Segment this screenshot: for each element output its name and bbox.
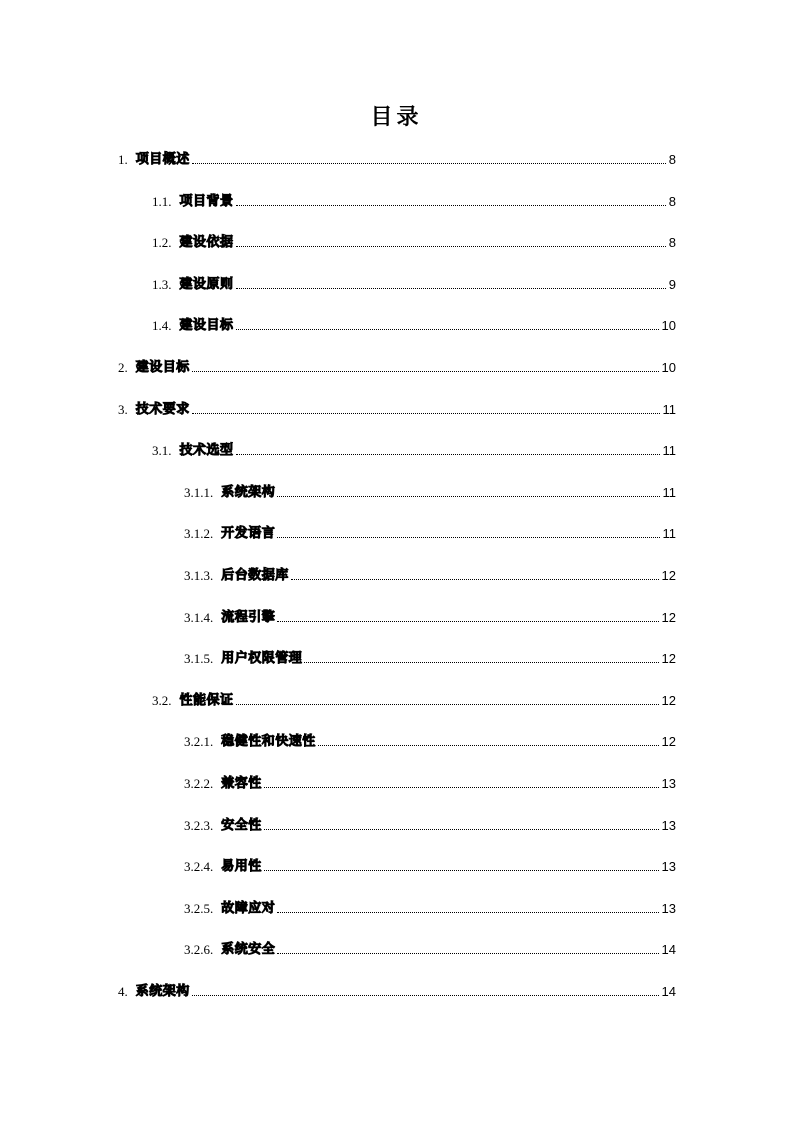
toc-entry-title: 后台数据库 (221, 568, 289, 583)
toc-entry[interactable] (152, 687, 676, 709)
toc-entry-number: 1. (118, 152, 128, 167)
toc-entry-title: 系统架构 (135, 984, 190, 999)
dot-leader (192, 163, 666, 164)
toc-entry-page-number: 13 (661, 776, 676, 791)
toc-entry[interactable] (118, 146, 676, 168)
dot-leader (291, 579, 659, 580)
toc-entry-title: 项目背景 (179, 193, 234, 209)
toc-entry-page-number: 10 (661, 318, 676, 334)
dot-leader (264, 870, 659, 871)
toc-entry-title: 技术要求 (135, 401, 190, 417)
toc-entry[interactable] (152, 437, 676, 459)
toc-entry[interactable] (184, 936, 676, 958)
toc-entry-page-number: 11 (662, 401, 676, 417)
dot-leader (277, 621, 658, 622)
toc-entry[interactable] (118, 396, 676, 418)
toc-entry-page-number: 12 (661, 692, 676, 708)
toc-entry-number: 2. (118, 360, 128, 375)
toc-entry-page-number: 13 (661, 900, 676, 916)
toc-entry-number: 3.2.3. (184, 817, 214, 833)
toc-entry[interactable] (184, 562, 676, 584)
dot-leader (192, 995, 659, 996)
toc-entry[interactable] (184, 895, 676, 917)
toc-entry-number: 1.3. (152, 276, 172, 292)
toc-entry-title: 建设依据 (179, 235, 234, 251)
toc-entry-number: 3.1. (152, 443, 172, 459)
toc-entry-page-number: 10 (661, 360, 676, 375)
dot-leader (277, 912, 658, 913)
toc-entry-number: 3.1.1. (184, 484, 214, 500)
dot-leader (192, 371, 659, 372)
toc-entry-page-number: 12 (661, 609, 676, 625)
dot-leader (236, 288, 666, 289)
toc-entry-title: 兼容性 (221, 776, 262, 791)
dot-leader (236, 246, 666, 247)
toc-entry-number: 3.2.1. (184, 734, 214, 750)
toc-entry-page-number: 11 (662, 526, 676, 542)
toc-entry-number: 3.1.4. (184, 609, 214, 625)
toc-entry[interactable] (152, 271, 676, 293)
toc-entry-number: 1.2. (152, 235, 172, 251)
dot-leader (304, 662, 658, 663)
toc-entry-page-number: 12 (661, 568, 676, 583)
toc-entry-page-number: 14 (661, 942, 676, 958)
toc-entry-page-number: 8 (668, 193, 676, 209)
dot-leader (236, 205, 666, 206)
toc-entry-title: 稳健性和快速性 (221, 734, 316, 750)
toc-entry-title: 系统安全 (221, 942, 276, 958)
dot-leader (277, 496, 659, 497)
toc-entry-title: 安全性 (221, 817, 262, 833)
toc-entry-title: 建设原则 (179, 276, 234, 292)
toc-entry[interactable] (184, 645, 676, 667)
toc-entry-title: 建设目标 (179, 318, 234, 334)
toc-entry-title: 技术选型 (179, 443, 234, 459)
toc-entry-number: 3.2.4. (184, 859, 214, 875)
toc-entry-number: 3.1.5. (184, 651, 214, 667)
toc-entry[interactable] (118, 978, 676, 1000)
toc-entry-title: 开发语言 (221, 526, 276, 542)
toc-entry[interactable] (184, 812, 676, 834)
toc-entry-title: 用户权限管理 (221, 651, 303, 667)
dot-leader (192, 413, 660, 414)
dot-leader (264, 787, 659, 788)
toc-entry-page-number: 8 (668, 235, 676, 251)
toc-entry[interactable] (184, 853, 676, 875)
toc-entry[interactable] (152, 229, 676, 251)
toc-entry-title: 建设目标 (135, 360, 190, 375)
dot-leader (277, 953, 658, 954)
dot-leader (236, 454, 660, 455)
toc-entry-number: 1.1. (152, 193, 172, 209)
toc-entry-page-number: 12 (661, 734, 676, 750)
toc-entry-title: 故障应对 (221, 900, 276, 916)
toc-entry-number: 1.4. (152, 318, 172, 334)
toc-entry-page-number: 11 (662, 443, 676, 459)
toc-entry-title: 性能保证 (179, 692, 234, 708)
toc-entry[interactable] (184, 479, 676, 501)
toc-entry-page-number: 13 (661, 817, 676, 833)
toc-entry-page-number: 11 (662, 484, 676, 500)
toc-entry-number: 3.1.2. (184, 526, 214, 542)
toc-entry[interactable] (184, 728, 676, 750)
toc-entry[interactable] (184, 520, 676, 542)
toc-entry[interactable] (184, 604, 676, 626)
toc-entry-title: 系统架构 (221, 484, 276, 500)
toc-entry-number: 3.1.3. (184, 568, 214, 583)
toc-entry-number: 3.2.6. (184, 942, 214, 958)
toc-entry[interactable] (152, 188, 676, 210)
toc-entry-number: 3.2.5. (184, 900, 214, 916)
toc-entry-number: 3.2.2. (184, 776, 214, 791)
dot-leader (264, 829, 659, 830)
toc-entry[interactable] (184, 770, 676, 792)
page-title: 目录 (370, 105, 423, 130)
toc-entry-page-number: 8 (668, 152, 676, 167)
toc-entry-number: 4. (118, 984, 128, 999)
toc-entry-page-number: 13 (661, 859, 676, 875)
toc-entry-title: 项目概述 (135, 152, 190, 167)
dot-leader (236, 329, 659, 330)
toc-entry-title: 易用性 (221, 859, 262, 875)
dot-leader (277, 537, 659, 538)
dot-leader (318, 745, 659, 746)
dot-leader (236, 704, 659, 705)
toc-entry-page-number: 14 (661, 984, 676, 999)
toc-entry-page-number: 12 (661, 651, 676, 667)
toc-entry-number: 3.2. (152, 692, 172, 708)
toc-entry-title: 流程引擎 (221, 609, 276, 625)
toc-entry[interactable] (118, 354, 676, 376)
toc-entry-page-number: 9 (668, 276, 676, 292)
toc-entry[interactable] (152, 312, 676, 334)
toc-entry-number: 3. (118, 401, 128, 417)
